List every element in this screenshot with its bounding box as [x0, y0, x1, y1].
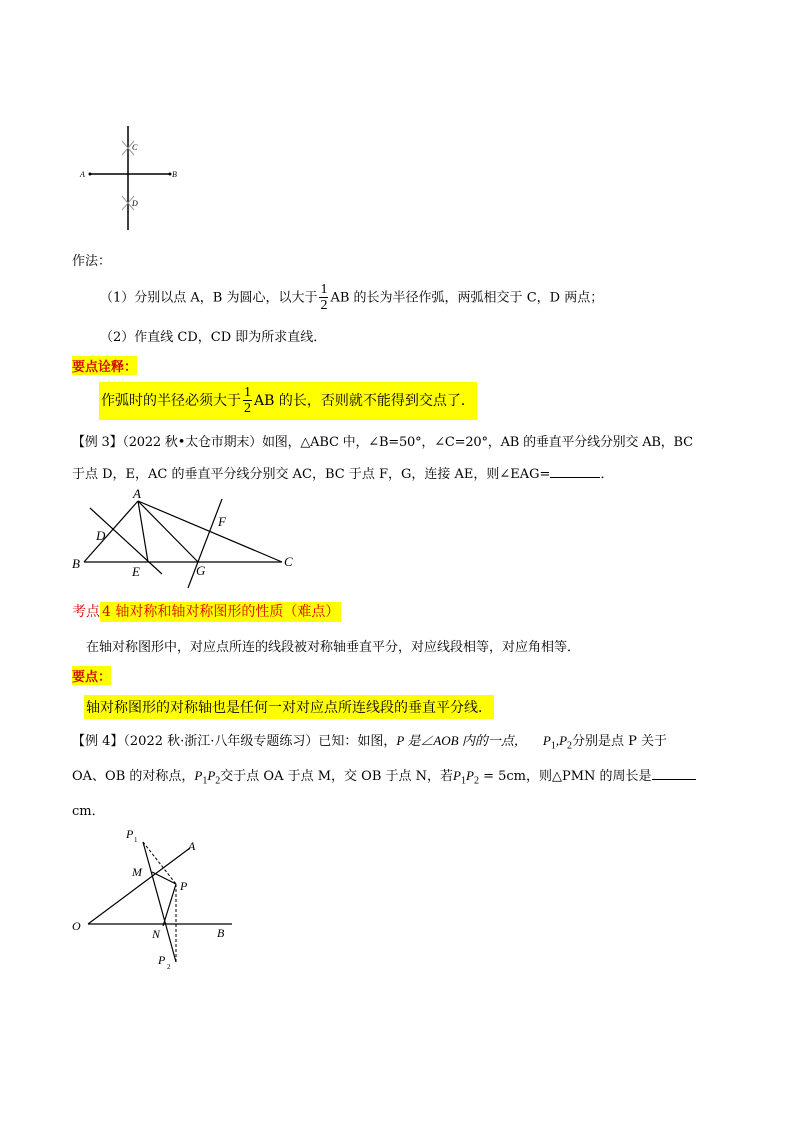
example4-line2-k: = 5cm，则△PMN 的周长是	[478, 769, 652, 784]
label-o: O	[72, 919, 81, 933]
figure-perpendicular-bisector	[78, 124, 188, 232]
label-c: C	[284, 554, 293, 569]
note1-text	[99, 382, 477, 420]
fraction-half	[319, 283, 328, 313]
example4-line1-g: 分别是点 P 关于	[572, 734, 668, 749]
step1-pre: （1）分别以点 A，B 为圆心，以大于	[100, 290, 318, 306]
example4-p2-sub: 2	[567, 740, 573, 752]
note1-post: AB 的长，否则就不能得到交点了．	[254, 393, 475, 409]
example4-line2-g-sub: 1	[461, 775, 466, 787]
section4-heading	[72, 601, 341, 621]
note1-denominator: 2	[244, 401, 251, 416]
note1-pre: 作弧时的半径必须大于	[101, 393, 241, 409]
label-a: A	[188, 839, 196, 853]
label-d: D	[96, 528, 106, 543]
section4-prefix: 考点	[72, 604, 100, 620]
figure-angle-aob	[66, 822, 246, 974]
label-p: P	[180, 879, 188, 893]
example4-line3: cm．	[72, 804, 105, 819]
example4-line2-g: P	[453, 768, 461, 783]
label-b: B	[172, 170, 177, 179]
label-b: B	[72, 556, 80, 571]
example4-line2-i: P	[466, 768, 474, 783]
segment-pm	[152, 872, 176, 884]
example4-line2-p1: P	[194, 768, 203, 783]
label-e: E	[132, 564, 140, 579]
method-step1	[100, 283, 603, 313]
dashed-pp1	[143, 842, 176, 884]
label-g: G	[196, 563, 206, 578]
label-a: A	[80, 170, 85, 179]
example4-line2-p2: P	[207, 768, 216, 783]
example4-p2: ,P	[555, 733, 568, 748]
example3-line2-text: 于点 D，E，AC 的垂直平分线分别交 AC，BC 于点 F，G，连接 AE，则∠EAG=	[72, 467, 551, 482]
note1-numerator: 1	[244, 385, 251, 400]
example4-line1-a: 【例 4】（2022 秋·浙江·八年级专题练习）已知：如图，	[72, 734, 397, 749]
label-p2: P	[158, 953, 166, 967]
point-a	[89, 173, 92, 176]
example4-p1: P	[542, 733, 551, 748]
answer-blank[interactable]	[550, 477, 600, 478]
fraction-numerator: 1	[320, 282, 328, 297]
answer-blank-perimeter[interactable]	[652, 779, 696, 780]
example4-line2-i-sub: 2	[473, 775, 479, 787]
note2-text: 轴对称图形的对称轴也是任何一对对应点所连线段的垂直平分线．	[84, 695, 494, 719]
label-n: N	[152, 927, 161, 941]
example4-p1-sub: 1	[550, 740, 556, 752]
figure-triangle-abc	[66, 484, 306, 594]
example4-line2-p1-sub: 1	[202, 775, 208, 787]
example4-line1	[72, 730, 667, 752]
label-p2-sub: 2	[167, 963, 171, 971]
segment-pn	[163, 884, 176, 926]
label-f: F	[218, 514, 226, 529]
example4-line2-f: 交于点 OA 于点 M，交 OB 于点 N，若	[220, 769, 454, 784]
label-c: C	[132, 143, 138, 152]
example3-line2-end: ．	[600, 467, 614, 482]
label-a: A	[133, 486, 141, 501]
fraction-denominator: 2	[320, 298, 328, 313]
example4-line1-b: P 是∠AOB 内的一点，	[396, 733, 527, 748]
ray-oa	[88, 848, 190, 924]
label-p1: P	[126, 827, 134, 841]
note2-label: 要点：	[72, 666, 111, 685]
note1-label: 要点诠释：	[72, 356, 137, 375]
example4-line2-p2-sub: 2	[215, 775, 221, 787]
example3-line1: 【例 3】（2022 秋•太仓市期末）如图，△ABC 中，∠B=50°，∠C=20°，AB 的垂直平分线分别交 AB，BC	[72, 435, 693, 450]
label-b: B	[217, 926, 225, 940]
example4-line2-a: OA、OB 的对称点，	[72, 769, 195, 784]
note1-fraction	[243, 386, 252, 416]
step1-post: AB 的长为半径作弧，两弧相交于 C，D 两点；	[330, 290, 604, 306]
section4-title: 4 轴对称和轴对称图形的性质（难点）	[102, 604, 340, 620]
section4-body: 在轴对称图形中，对应点所连的线段被对称轴垂直平分，对应线段相等，对应角相等．	[86, 640, 581, 655]
method-step2: （2）作直线 CD，CD 即为所求直线．	[100, 330, 327, 345]
label-d: D	[132, 199, 138, 208]
example3-line2	[72, 463, 613, 482]
example4-line2	[72, 765, 696, 787]
label-m: M	[132, 865, 142, 879]
method-title: 作法：	[72, 254, 112, 269]
label-p1-sub: 1	[134, 836, 138, 844]
